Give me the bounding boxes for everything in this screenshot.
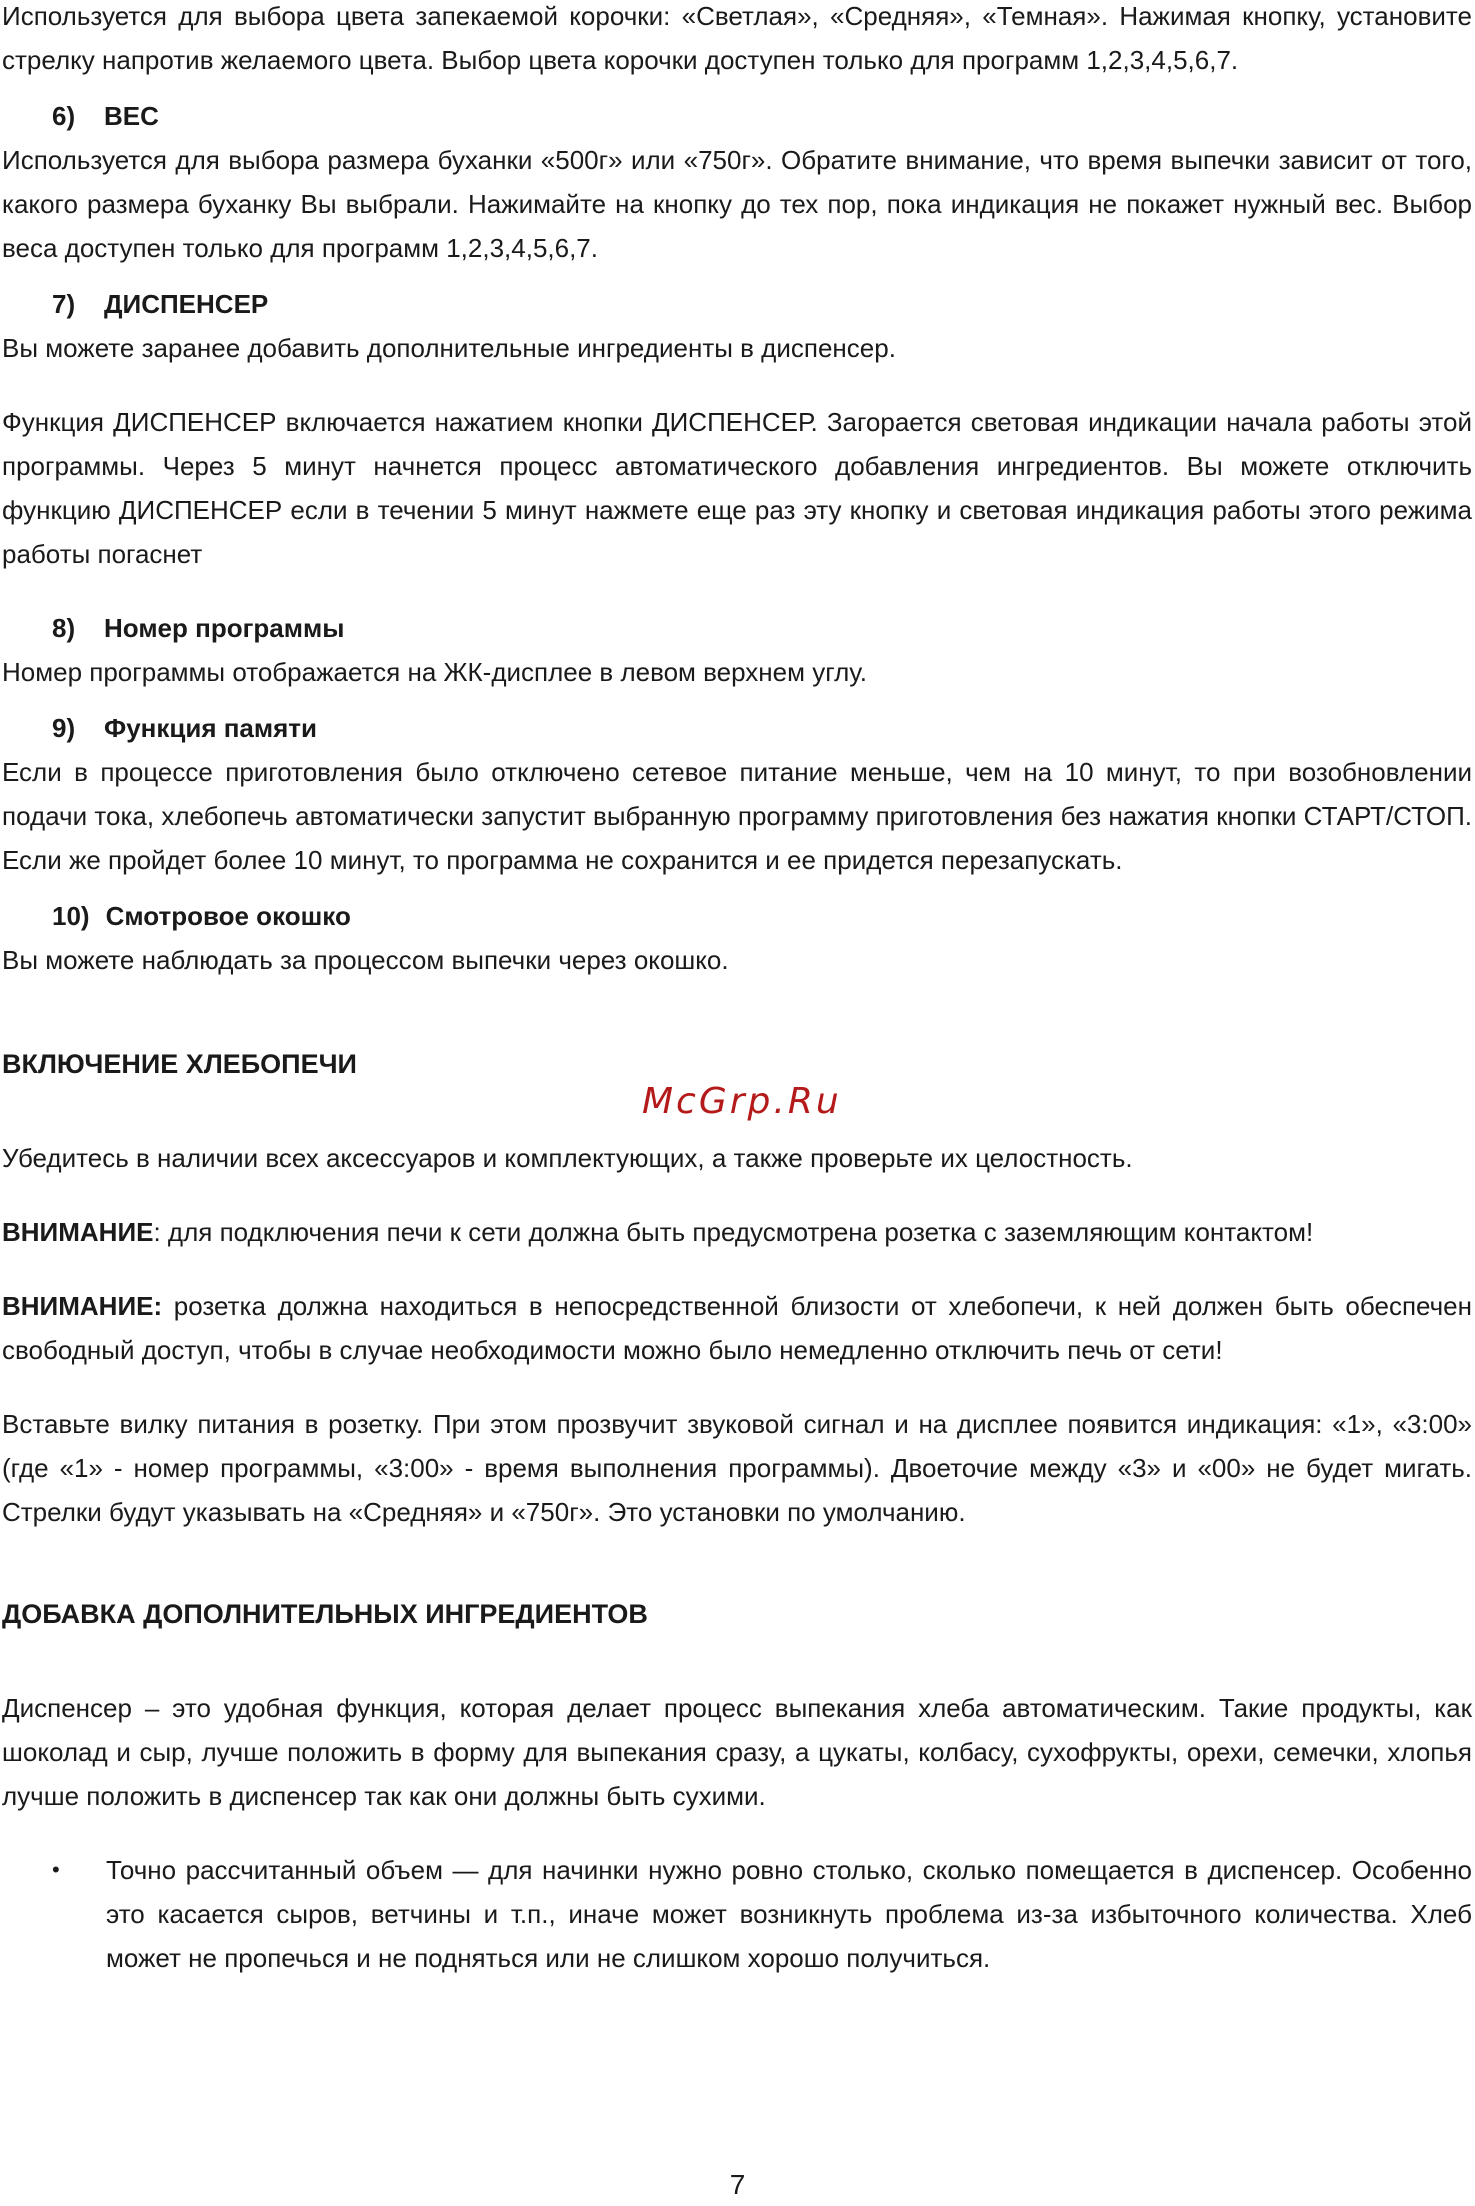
crust-color-description: Используется для выбора цвета запекаемой корочки: «Светлая», «Средняя», «Темная». Нажимая кнопку, установите стрелку напротив желаемого цвета. Выбор цвета корочки доступен только для программ 1,2,3,4,5,6,7.	[2, 1, 1472, 75]
dispenser-description: Функция ДИСПЕНСЕР включается нажатием кнопки ДИСПЕНСЕР. Загорается световая индикации начала работы этой программы. Через 5 минут начнется процесс автоматического добавления ингредиентов. Вы можете отключить функцию ДИСПЕНСЕР если в течении 5 минут нажмете еще раз эту кнопку и световая индикация работы этого режима работы погаснет	[2, 407, 1472, 569]
list-item	[2, 1848, 1472, 1980]
power-warning-grounding	[2, 1210, 1472, 1254]
memory-description: Если в процессе приготовления было отключено сетевое питание меньше, чем на 10 минут, то при возобновлении подачи тока, хлебопечь автоматически запустит выбранную программу приготовления без нажатия кнопки СТАРТ/СТОП. Если же пройдет более 10 минут, то программа не сохранится и ее придется перезапускать.	[2, 757, 1472, 875]
section-heading-ingredients: ДОБАВКА ДОПОЛНИТЕЛЬНЫХ ИНГРЕДИЕНТОВ	[2, 1599, 648, 1629]
warning-label: ВНИМАНИЕ	[2, 1217, 154, 1247]
warning-text: : для подключения печи к сети должна быть предусмотрена розетка с заземляющим контактом!	[153, 1217, 1314, 1247]
program-number-description: Номер программы отображается на ЖК-дисплее в левом верхнем углу.	[2, 657, 867, 687]
section-heading-power-on: ВКЛЮЧЕНИЕ ХЛЕБОПЕЧИ	[2, 1049, 357, 1079]
item-title: Функция памяти	[104, 713, 318, 743]
watermark: McGrp.Ru	[642, 1081, 842, 1122]
item-heading-window	[2, 894, 1472, 938]
item-title: Номер программы	[104, 613, 345, 643]
power-warning-socket	[2, 1284, 1472, 1372]
power-plug-instructions: Вставьте вилку питания в розетку. При этом прозвучит звуковой сигнал и на дисплее появится индикация: «1», «3:00» (где «1» - номер программы, «3:00» - время выполнения программы). Двоеточие между «3» и «00» не будет мигать. Стрелки будут указывать на «Средняя» и «750г». Это установки по умолчанию.	[2, 1409, 1472, 1527]
item-number: 10)	[52, 901, 90, 931]
item-number: 9)	[52, 713, 76, 743]
bullet-icon: •	[52, 1857, 60, 1882]
item-title: ВЕС	[104, 101, 159, 131]
warning-text: розетка должна находиться в непосредственной близости от хлебопечи, к ней должен быть обеспечен свободный доступ, чтобы в случае необходимости можно было немедленно отключить печь от сети!	[2, 1291, 1472, 1365]
ingredients-bullet-list	[2, 1848, 1472, 1980]
ingredients-description: Диспенсер – это удобная функция, которая делает процесс выпекания хлеба автоматическим. Такие продукты, как шоколад и сыр, лучше положить в форму для выпекания сразу, а цукаты, колбасу, сухофрукты, орехи, семечки, хлопья лучше положить в диспенсер так как они должны быть сухими.	[2, 1693, 1472, 1811]
item-heading-memory	[2, 706, 1472, 750]
item-number: 6)	[52, 101, 76, 131]
weight-description: Используется для выбора размера буханки «500г» или «750г». Обратите внимание, что время выпечки зависит от того, какого размера буханку Вы выбрали. Нажимайте на кнопку до тех пор, пока индикация не покажет нужный вес. Выбор веса доступен только для программ 1,2,3,4,5,6,7.	[2, 145, 1472, 263]
warning-label: ВНИМАНИЕ:	[2, 1291, 163, 1321]
page-content	[2, 0, 1472, 1980]
item-title: Смотровое окошко	[105, 901, 351, 931]
dispenser-intro: Вы можете заранее добавить дополнительные ингредиенты в диспенсер.	[2, 333, 896, 363]
item-title: ДИСПЕНСЕР	[104, 289, 269, 319]
list-item-text: Точно рассчитанный объем — для начинки нужно ровно столько, сколько помещается в диспенсер. Особенно это касается сыров, ветчины и т.п., иначе может возникнуть проблема из-за избыточного количества. Хлеб может не пропечься и не подняться или не слишком хорошо получиться.	[106, 1855, 1472, 1973]
power-accessories-check: Убедитесь в наличии всех аксессуаров и комплектующих, а также проверьте их целостность.	[2, 1143, 1133, 1173]
page-number: 7	[729, 2169, 746, 2200]
item-heading-dispenser	[2, 282, 1472, 326]
item-heading-weight	[2, 94, 1472, 138]
item-number: 8)	[52, 613, 76, 643]
window-description: Вы можете наблюдать за процессом выпечки через окошко.	[2, 945, 729, 975]
item-heading-program-number	[2, 606, 1472, 650]
item-number: 7)	[52, 289, 76, 319]
